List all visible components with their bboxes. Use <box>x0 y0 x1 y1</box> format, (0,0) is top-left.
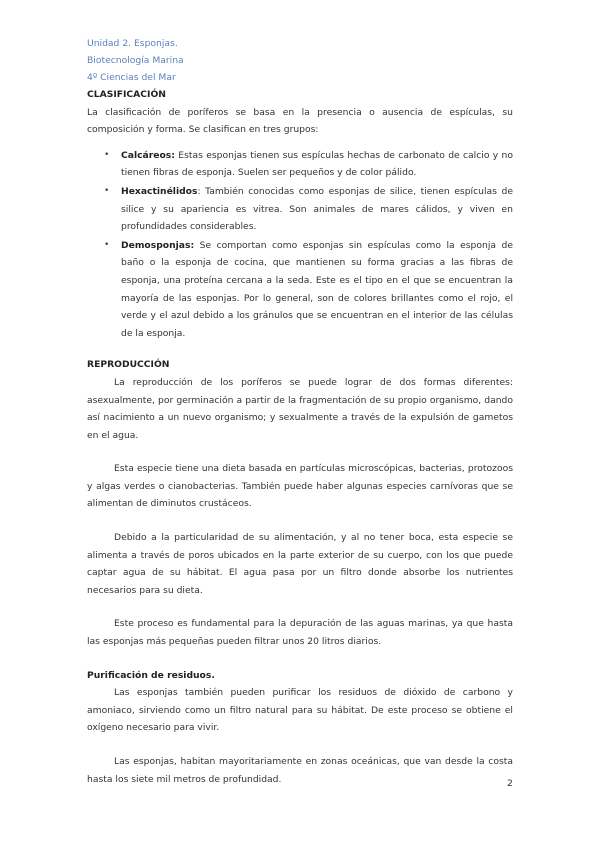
desc-calcareos: Estas esponjas tienen sus espículas hechas de carbonato de calcio y no tienen fibras de esponja. Suelen ser pequeños y de color pálido. <box>121 149 513 179</box>
reproduccion-paragraph-4: Este proceso es fundamental para la depuración de las aguas marinas, ya que hasta las esponjas más pequeñas pueden filtrar unos 20 litros diarios. <box>87 618 513 648</box>
term-hexactinelidos: Hexactinélidos <box>121 185 198 197</box>
purificacion-paragraph-2: Las esponjas, habitan mayoritariamente en zonas oceánicas, que van desde la costa hasta los siete mil metros de profundidad. <box>87 756 513 785</box>
desc-demosponjas: Se comportan como esponjas sin espículas como la esponja de baño o la esponja de cocina, que mantienen su forma gracias a las fibras de esponja, una proteína cercana a la seda. Este es el tipo en el que se encuentran la mayoría de las esponjas. Por lo general, son de colores brillantes como el rojo, el verde y el azul debido a los gránulos que se encuentran en el interior de las células de la esponja. <box>121 239 513 339</box>
list-item-hexactinelidos <box>121 183 513 236</box>
classification-list <box>87 147 513 343</box>
list-item-demosponjas <box>121 237 513 343</box>
page-number: 2 <box>507 778 513 789</box>
header-unit: Unidad 2. Esponjas. <box>87 38 178 49</box>
list-item-calcareos <box>121 147 513 182</box>
header-subject: Biotecnología Marina <box>87 55 184 66</box>
section-heading-reproduccion: REPRODUCCIÓN <box>87 359 170 371</box>
term-demosponjas: Demosponjas: <box>121 239 195 251</box>
page-header <box>87 35 184 86</box>
desc-hexactinelidos: : También conocidas como esponjas de silice, tienen espículas de silice y su apariencia es vitrea. Son animales de mares cálidos, y viven en profundidades considerables. <box>121 185 513 233</box>
reproduccion-paragraph-2: Esta especie tiene una dieta basada en partículas microscópicas, bacterias, protozoos y algas verdes o cianobacterias. También puede haber algunas especies carnívoras que se alimentan de diminutos crustáceos. <box>87 463 513 510</box>
clasificacion-intro: La clasificación de poríferos se basa en la presencia o ausencia de espículas, su composición y forma. Se clasifican en tres grupos: <box>87 106 513 136</box>
purificacion-paragraph-1: Las esponjas también pueden purificar los residuos de dióxido de carbono y amoniaco, sirviendo como un filtro natural para su hábitat. De este proceso se obtiene el oxígeno necesario para vivir. <box>87 687 513 734</box>
section-heading-purificacion: Purificación de residuos. <box>87 669 215 681</box>
section-heading-clasificacion: CLASIFICACIÓN <box>87 89 166 100</box>
reproduccion-paragraph-1: La reproducción de los poríferos se puede lograr de dos formas diferentes: asexualmente, por germinación a partir de la fragmentación de su propio organismo, dando así nacimiento a un nuevo organismo; y sexualmente a través de la expulsión de gametos en el agua. <box>87 376 513 441</box>
page-content <box>87 86 513 788</box>
reproduccion-paragraph-3: Debido a la particularidad de su alimentación, y al no tener boca, esta especie se alimenta a través de poros ubicados en la parte exterior de su cuerpo, con los que puede captar agua de su hábitat. El agua pasa por un filtro donde absorbe los nutrientes necesarios para su dieta. <box>87 532 513 596</box>
term-calcareos: Calcáreos: <box>121 149 175 161</box>
header-course: 4º Ciencias del Mar <box>87 72 176 83</box>
